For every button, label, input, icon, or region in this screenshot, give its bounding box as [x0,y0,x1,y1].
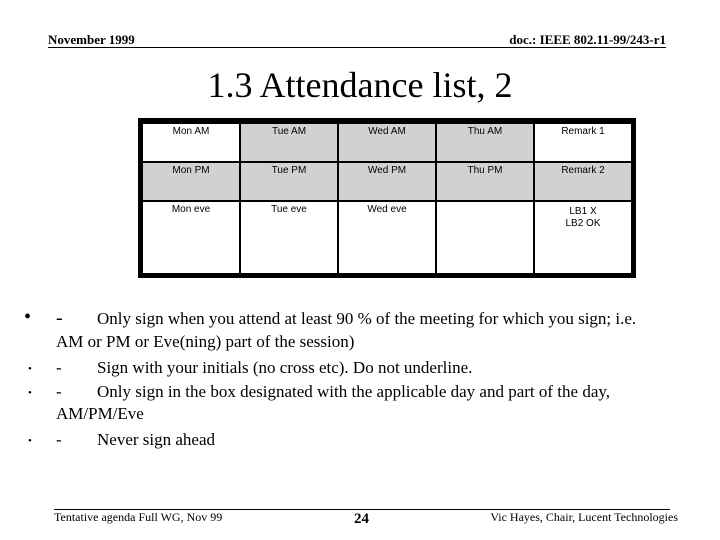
table-cell: Tue eve [240,201,338,274]
slide-title: 1.3 Attendance list, 2 [207,65,513,105]
table-cell: Remark 2 [534,162,632,201]
table-cell: Mon AM [142,123,240,162]
bullet-marker: • [28,387,32,399]
bullet-continuation: AM/PM/Eve [56,404,144,423]
footer-left-text: Tentative agenda Full WG, Nov 99 [54,510,223,524]
list-item [24,358,694,382]
table-cell: Wed eve [338,201,436,274]
bullet-text: Only sign when you attend at least 90 % of the meeting for which you sign; i.e. [97,309,637,328]
bullet-marker: • [28,363,32,375]
bullet-text: Never sign ahead [97,430,216,449]
table-cell: Tue PM [240,162,338,201]
list-item [24,430,694,454]
table-cell: Mon eve [142,201,240,274]
table-cell [436,201,534,274]
table-cell: Remark 1 [534,123,632,162]
header-date: November 1999 [48,32,135,47]
page-number: 24 [354,511,369,527]
table-cell: LB1 X LB2 OK [534,201,632,274]
table-cell: Mon PM [142,162,240,201]
header-doc-id: doc.: IEEE 802.11-99/243-r1 [509,32,666,47]
table-cell: Tue AM [240,123,338,162]
bullet-dash: - [56,358,62,377]
table-row [142,162,632,201]
bullet-text: Sign with your initials (no cross etc). Do not underline. [97,358,473,377]
bullet-text: Only sign in the box designated with the applicable day and part of the day, [97,382,611,401]
bullet-marker: • [28,435,32,447]
table-cell: Thu AM [436,123,534,162]
bullet-dash: - [56,382,62,401]
table-cell: Wed AM [338,123,436,162]
bullet-dash: - [56,430,62,449]
list-item [24,304,694,354]
table-row [142,201,632,274]
attendance-table [138,118,636,278]
footer-right-text: Vic Hayes, Chair, Lucent Technologies [490,510,678,524]
header-divider [48,47,666,48]
bullet-marker: • [24,306,32,328]
table-cell: Wed PM [338,162,436,201]
table-row [142,123,632,162]
bullet-continuation: AM or PM or Eve(ning) part of the session) [56,332,355,351]
list-item [24,382,694,430]
table-cell: Thu PM [436,162,534,201]
bullet-dash: - [56,307,63,329]
